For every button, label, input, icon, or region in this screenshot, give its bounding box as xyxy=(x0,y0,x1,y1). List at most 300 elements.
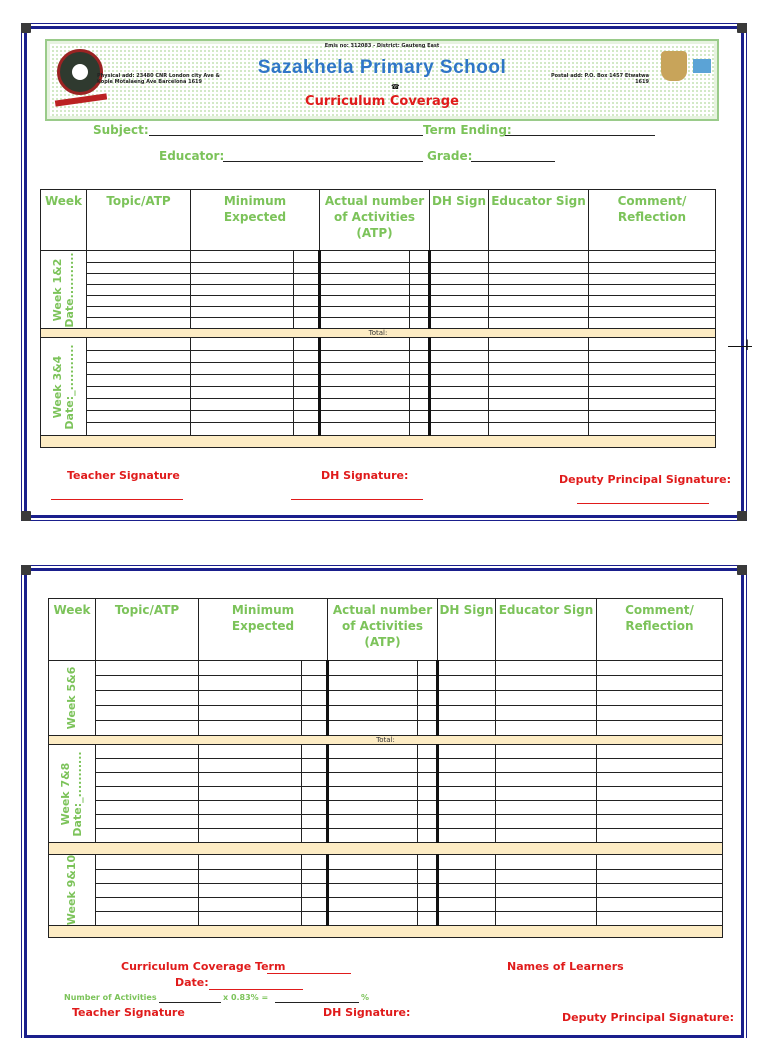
table-cell[interactable] xyxy=(96,870,199,884)
table-cell[interactable] xyxy=(302,745,328,759)
table-cell[interactable] xyxy=(328,870,418,884)
table-cell[interactable] xyxy=(489,338,589,351)
table-cell[interactable] xyxy=(302,870,328,884)
table-cell[interactable] xyxy=(438,745,496,759)
table-cell[interactable] xyxy=(328,773,418,787)
table-cell[interactable] xyxy=(87,411,191,423)
table-cell[interactable] xyxy=(589,351,716,363)
table-cell[interactable] xyxy=(199,706,302,721)
table-cell[interactable] xyxy=(410,285,430,296)
table-cell[interactable] xyxy=(430,375,489,387)
table-cell[interactable] xyxy=(96,759,199,773)
table-cell[interactable] xyxy=(589,411,716,423)
table-cell[interactable] xyxy=(438,884,496,898)
table-cell[interactable] xyxy=(294,375,320,387)
table-cell[interactable] xyxy=(87,375,191,387)
table-cell[interactable] xyxy=(302,691,328,706)
table-cell[interactable] xyxy=(294,263,320,274)
col-topic: Topic/ATP xyxy=(96,599,199,661)
table-cell[interactable] xyxy=(496,721,597,736)
table-cell[interactable] xyxy=(410,274,430,285)
table-cell[interactable] xyxy=(589,307,716,318)
table-cell[interactable] xyxy=(496,759,597,773)
table-cell[interactable] xyxy=(96,661,199,676)
table-cell[interactable] xyxy=(589,274,716,285)
table-cell[interactable] xyxy=(418,898,438,912)
table-cell[interactable] xyxy=(191,363,294,375)
table-cell[interactable] xyxy=(410,338,430,351)
table-cell[interactable] xyxy=(294,285,320,296)
table-cell[interactable] xyxy=(597,706,723,721)
table-cell[interactable] xyxy=(496,884,597,898)
table-cell[interactable] xyxy=(489,274,589,285)
table-cell[interactable] xyxy=(199,676,302,691)
table-cell[interactable] xyxy=(302,815,328,829)
table-cell[interactable] xyxy=(597,855,723,870)
teacher-signature-label: Teacher Signature xyxy=(67,469,180,482)
table-cell[interactable] xyxy=(302,884,328,898)
table-cell[interactable] xyxy=(589,363,716,375)
table-cell[interactable] xyxy=(496,912,597,926)
table-cell[interactable] xyxy=(302,787,328,801)
table-cell[interactable] xyxy=(328,829,418,843)
table-cell[interactable] xyxy=(597,801,723,815)
table-cell[interactable] xyxy=(430,263,489,274)
table-cell[interactable] xyxy=(294,338,320,351)
table-cell[interactable] xyxy=(199,855,302,870)
table-cell[interactable] xyxy=(199,745,302,759)
table-cell[interactable] xyxy=(589,375,716,387)
table-cell[interactable] xyxy=(496,691,597,706)
table-cell[interactable] xyxy=(96,787,199,801)
school-header xyxy=(45,39,719,121)
table-cell[interactable] xyxy=(489,363,589,375)
table-cell[interactable] xyxy=(410,251,430,263)
table-cell[interactable] xyxy=(430,307,489,318)
separator-row xyxy=(41,436,716,448)
table-cell[interactable] xyxy=(597,815,723,829)
date-line[interactable] xyxy=(209,989,303,990)
physical-address: Physical add: 23480 CNR London city Ave & Kopie Motalaeng Ave Barcelona 1619 xyxy=(97,73,220,85)
table-cell[interactable] xyxy=(430,285,489,296)
table-cell[interactable] xyxy=(294,296,320,307)
table-cell[interactable] xyxy=(438,870,496,884)
table-cell[interactable] xyxy=(438,676,496,691)
table-cell[interactable] xyxy=(302,855,328,870)
table-cell[interactable] xyxy=(496,855,597,870)
term-ending-line[interactable] xyxy=(505,135,655,136)
table-cell[interactable] xyxy=(597,759,723,773)
corner-ornament xyxy=(737,565,747,575)
table-cell[interactable] xyxy=(191,318,294,329)
week-date: Date:_........... xyxy=(71,750,84,837)
table-cell[interactable] xyxy=(191,399,294,411)
table-cell[interactable] xyxy=(489,296,589,307)
table-cell[interactable] xyxy=(438,815,496,829)
table-cell[interactable] xyxy=(438,661,496,676)
table-cell[interactable] xyxy=(496,706,597,721)
table-cell[interactable] xyxy=(589,399,716,411)
table-cell[interactable] xyxy=(589,285,716,296)
table-cell[interactable] xyxy=(430,296,489,307)
table-cell[interactable] xyxy=(430,411,489,423)
table-cell[interactable] xyxy=(199,661,302,676)
table-cell[interactable] xyxy=(597,676,723,691)
table-cell[interactable] xyxy=(96,745,199,759)
table-cell[interactable] xyxy=(302,661,328,676)
table-cell[interactable] xyxy=(294,318,320,329)
educator-label: Educator: xyxy=(159,149,225,163)
percentage-line[interactable] xyxy=(275,1002,359,1003)
table-cell[interactable] xyxy=(597,870,723,884)
table-cell[interactable] xyxy=(430,351,489,363)
dh-signature-label: DH Signature: xyxy=(321,469,409,482)
table-cell[interactable] xyxy=(87,318,191,329)
table-cell[interactable] xyxy=(328,759,418,773)
table-cell[interactable] xyxy=(87,399,191,411)
table-cell[interactable] xyxy=(302,759,328,773)
week-label-cell xyxy=(49,745,96,843)
table-cell[interactable] xyxy=(87,285,191,296)
table-cell[interactable] xyxy=(294,411,320,423)
table-cell[interactable] xyxy=(328,676,418,691)
dh-signature-label: DH Signature: xyxy=(323,1006,411,1019)
table-cell[interactable] xyxy=(199,691,302,706)
table-cell[interactable] xyxy=(96,721,199,736)
table-cell[interactable] xyxy=(320,296,410,307)
table-cell[interactable] xyxy=(191,387,294,399)
deputy-signature-line[interactable] xyxy=(577,503,709,504)
week-label-cell xyxy=(49,661,96,736)
table-cell[interactable] xyxy=(597,745,723,759)
table-cell[interactable] xyxy=(410,363,430,375)
table-cell[interactable] xyxy=(597,912,723,926)
week-label-cell xyxy=(41,251,87,329)
table-cell[interactable] xyxy=(489,263,589,274)
table-cell[interactable] xyxy=(294,307,320,318)
table-cell[interactable] xyxy=(489,318,589,329)
table-cell[interactable] xyxy=(87,263,191,274)
table-cell[interactable] xyxy=(96,912,199,926)
form-page-1 xyxy=(24,26,744,518)
table-cell[interactable] xyxy=(418,870,438,884)
table-cell[interactable] xyxy=(589,387,716,399)
table-cell[interactable] xyxy=(328,855,418,870)
table-cell[interactable] xyxy=(418,829,438,843)
table-cell[interactable] xyxy=(191,285,294,296)
table-cell[interactable] xyxy=(597,898,723,912)
coat-of-arms-logo xyxy=(661,51,687,81)
table-cell[interactable] xyxy=(320,387,410,399)
table-cell[interactable] xyxy=(328,884,418,898)
table-cell[interactable] xyxy=(87,351,191,363)
table-cell[interactable] xyxy=(96,884,199,898)
table-cell[interactable] xyxy=(199,801,302,815)
table-cell[interactable] xyxy=(430,399,489,411)
table-cell[interactable] xyxy=(320,351,410,363)
table-cell[interactable] xyxy=(430,251,489,263)
table-cell[interactable] xyxy=(418,773,438,787)
table-cell[interactable] xyxy=(87,274,191,285)
table-cell[interactable] xyxy=(489,387,589,399)
table-cell[interactable] xyxy=(302,676,328,691)
table-cell[interactable] xyxy=(302,721,328,736)
table-cell[interactable] xyxy=(191,307,294,318)
col-dh-sign: DH Sign xyxy=(430,190,489,251)
table-cell[interactable] xyxy=(418,745,438,759)
table-cell[interactable] xyxy=(410,307,430,318)
table-cell[interactable] xyxy=(410,399,430,411)
separator-row xyxy=(49,926,723,938)
table-cell[interactable] xyxy=(410,318,430,329)
table-cell[interactable] xyxy=(418,661,438,676)
num-activities-line[interactable] xyxy=(159,1002,221,1003)
table-cell[interactable] xyxy=(496,801,597,815)
table-cell[interactable] xyxy=(589,296,716,307)
table-cell[interactable] xyxy=(199,759,302,773)
multiplier-label: x 0.83% = xyxy=(223,993,269,1002)
week-date: Date:_........... xyxy=(62,343,76,430)
table-cell[interactable] xyxy=(496,676,597,691)
teacher-signature-line[interactable] xyxy=(51,499,183,500)
table-cell[interactable] xyxy=(438,855,496,870)
table-cell[interactable] xyxy=(199,870,302,884)
table-cell[interactable] xyxy=(418,706,438,721)
table-cell[interactable] xyxy=(328,801,418,815)
table-cell[interactable] xyxy=(302,912,328,926)
table-cell[interactable] xyxy=(496,661,597,676)
table-cell[interactable] xyxy=(418,676,438,691)
table-cell[interactable] xyxy=(320,274,410,285)
table-cell[interactable] xyxy=(199,787,302,801)
table-cell[interactable] xyxy=(597,884,723,898)
table-cell[interactable] xyxy=(589,251,716,263)
table-cell[interactable] xyxy=(328,706,418,721)
table-cell[interactable] xyxy=(320,399,410,411)
table-cell[interactable] xyxy=(96,801,199,815)
table-cell[interactable] xyxy=(589,338,716,351)
week-label: Week 7&8 xyxy=(59,762,72,825)
table-cell[interactable] xyxy=(320,338,410,351)
table-cell[interactable] xyxy=(589,318,716,329)
table-cell[interactable] xyxy=(191,296,294,307)
table-cell[interactable] xyxy=(438,759,496,773)
table-cell[interactable] xyxy=(87,338,191,351)
table-cell[interactable] xyxy=(199,773,302,787)
week-label: Week 9&10 xyxy=(65,854,78,926)
table-cell[interactable] xyxy=(191,411,294,423)
table-cell[interactable] xyxy=(489,251,589,263)
table-cell[interactable] xyxy=(496,898,597,912)
table-cell[interactable] xyxy=(438,829,496,843)
num-activities-label: Number of Activities xyxy=(64,993,157,1002)
table-cell[interactable] xyxy=(87,296,191,307)
table-cell[interactable] xyxy=(302,773,328,787)
table-cell[interactable] xyxy=(410,387,430,399)
table-cell[interactable] xyxy=(199,884,302,898)
table-cell[interactable] xyxy=(96,898,199,912)
table-cell[interactable] xyxy=(438,912,496,926)
percent-sign: % xyxy=(361,993,370,1002)
table-cell[interactable] xyxy=(320,318,410,329)
table-cell[interactable] xyxy=(430,318,489,329)
table-cell[interactable] xyxy=(589,423,716,436)
table-cell[interactable] xyxy=(320,411,410,423)
table-cell[interactable] xyxy=(410,411,430,423)
table-cell[interactable] xyxy=(489,375,589,387)
table-cell[interactable] xyxy=(294,399,320,411)
col-actual: Actual number of Activities (ATP) xyxy=(320,190,430,251)
table-cell[interactable] xyxy=(430,363,489,375)
week-label-cell xyxy=(49,855,96,926)
table-cell[interactable] xyxy=(328,691,418,706)
table-cell[interactable] xyxy=(96,773,199,787)
table-cell[interactable] xyxy=(199,912,302,926)
table-cell[interactable] xyxy=(489,307,589,318)
table-cell[interactable] xyxy=(96,691,199,706)
table-cell[interactable] xyxy=(96,815,199,829)
table-cell[interactable] xyxy=(294,363,320,375)
table-cell[interactable] xyxy=(438,706,496,721)
table-cell[interactable] xyxy=(489,423,589,436)
table-cell[interactable] xyxy=(87,307,191,318)
table-cell[interactable] xyxy=(320,375,410,387)
table-cell[interactable] xyxy=(328,745,418,759)
table-cell[interactable] xyxy=(496,815,597,829)
table-cell[interactable] xyxy=(294,251,320,263)
table-cell[interactable] xyxy=(294,423,320,436)
table-cell[interactable] xyxy=(418,787,438,801)
table-cell[interactable] xyxy=(191,351,294,363)
table-cell[interactable] xyxy=(320,263,410,274)
table-cell[interactable] xyxy=(410,423,430,436)
table-cell[interactable] xyxy=(302,706,328,721)
table-cell[interactable] xyxy=(302,829,328,843)
table-cell[interactable] xyxy=(496,773,597,787)
table-cell[interactable] xyxy=(438,691,496,706)
table-cell[interactable] xyxy=(438,721,496,736)
table-cell[interactable] xyxy=(489,351,589,363)
table-cell[interactable] xyxy=(597,721,723,736)
grade-label: Grade: xyxy=(427,149,473,163)
table-cell[interactable] xyxy=(489,285,589,296)
table-cell[interactable] xyxy=(320,423,410,436)
table-cell[interactable] xyxy=(199,721,302,736)
table-cell[interactable] xyxy=(294,387,320,399)
deputy-signature-label: Deputy Principal Signature: xyxy=(562,1011,735,1024)
dh-signature-line[interactable] xyxy=(291,499,423,500)
table-cell[interactable] xyxy=(328,787,418,801)
table-cell[interactable] xyxy=(294,274,320,285)
table-cell[interactable] xyxy=(597,787,723,801)
table-cell[interactable] xyxy=(191,338,294,351)
table-cell[interactable] xyxy=(489,411,589,423)
table-cell[interactable] xyxy=(199,829,302,843)
table-cell[interactable] xyxy=(597,773,723,787)
table-cell[interactable] xyxy=(489,399,589,411)
table-cell[interactable] xyxy=(410,263,430,274)
table-cell[interactable] xyxy=(320,363,410,375)
table-cell[interactable] xyxy=(302,898,328,912)
table-cell[interactable] xyxy=(191,375,294,387)
table-cell[interactable] xyxy=(96,676,199,691)
table-cell[interactable] xyxy=(418,801,438,815)
side-mark: I xyxy=(745,338,750,354)
table-cell[interactable] xyxy=(328,661,418,676)
table-cell[interactable] xyxy=(496,829,597,843)
table-cell[interactable] xyxy=(96,829,199,843)
table-cell[interactable] xyxy=(589,263,716,274)
table-cell[interactable] xyxy=(328,815,418,829)
table-cell[interactable] xyxy=(302,801,328,815)
form-title: Curriculum Coverage xyxy=(305,94,459,109)
table-cell[interactable] xyxy=(191,274,294,285)
table-cell[interactable] xyxy=(320,307,410,318)
col-comment: Comment/ Reflection xyxy=(597,599,723,661)
table-cell[interactable] xyxy=(496,787,597,801)
table-cell[interactable] xyxy=(438,787,496,801)
subject-line[interactable] xyxy=(149,135,423,136)
table-cell[interactable] xyxy=(418,691,438,706)
table-cell[interactable] xyxy=(418,759,438,773)
col-actual: Actual number of Activities (ATP) xyxy=(328,599,438,661)
table-cell[interactable] xyxy=(438,801,496,815)
table-cell[interactable] xyxy=(328,898,418,912)
table-cell[interactable] xyxy=(96,706,199,721)
table-cell[interactable] xyxy=(597,829,723,843)
table-cell[interactable] xyxy=(410,296,430,307)
table-cell[interactable] xyxy=(199,815,302,829)
table-cell[interactable] xyxy=(430,423,489,436)
table-cell[interactable] xyxy=(320,285,410,296)
table-cell[interactable] xyxy=(328,721,418,736)
table-cell[interactable] xyxy=(191,251,294,263)
grade-line[interactable] xyxy=(471,161,555,162)
table-cell[interactable] xyxy=(438,773,496,787)
table-cell[interactable] xyxy=(496,745,597,759)
table-cell[interactable] xyxy=(496,870,597,884)
table-cell[interactable] xyxy=(418,912,438,926)
table-cell[interactable] xyxy=(438,898,496,912)
table-cell[interactable] xyxy=(96,855,199,870)
table-cell[interactable] xyxy=(87,423,191,436)
table-cell[interactable] xyxy=(191,263,294,274)
table-cell[interactable] xyxy=(199,898,302,912)
table-cell[interactable] xyxy=(418,884,438,898)
table-cell[interactable] xyxy=(191,423,294,436)
table-cell[interactable] xyxy=(597,661,723,676)
teacher-signature-label: Teacher Signature xyxy=(72,1006,185,1019)
table-cell[interactable] xyxy=(418,815,438,829)
table-cell[interactable] xyxy=(410,375,430,387)
table-cell[interactable] xyxy=(430,338,489,351)
table-cell[interactable] xyxy=(328,912,418,926)
separator-row xyxy=(49,843,723,855)
table-cell[interactable] xyxy=(597,691,723,706)
table-cell[interactable] xyxy=(294,351,320,363)
coverage-term-line[interactable] xyxy=(267,973,351,974)
table-cell[interactable] xyxy=(87,363,191,375)
table-cell[interactable] xyxy=(430,387,489,399)
table-cell[interactable] xyxy=(430,274,489,285)
table-cell[interactable] xyxy=(87,387,191,399)
table-cell[interactable] xyxy=(418,721,438,736)
table-cell[interactable] xyxy=(418,855,438,870)
educator-line[interactable] xyxy=(223,161,423,162)
table-cell[interactable] xyxy=(87,251,191,263)
table-cell[interactable] xyxy=(320,251,410,263)
table-cell[interactable] xyxy=(410,351,430,363)
